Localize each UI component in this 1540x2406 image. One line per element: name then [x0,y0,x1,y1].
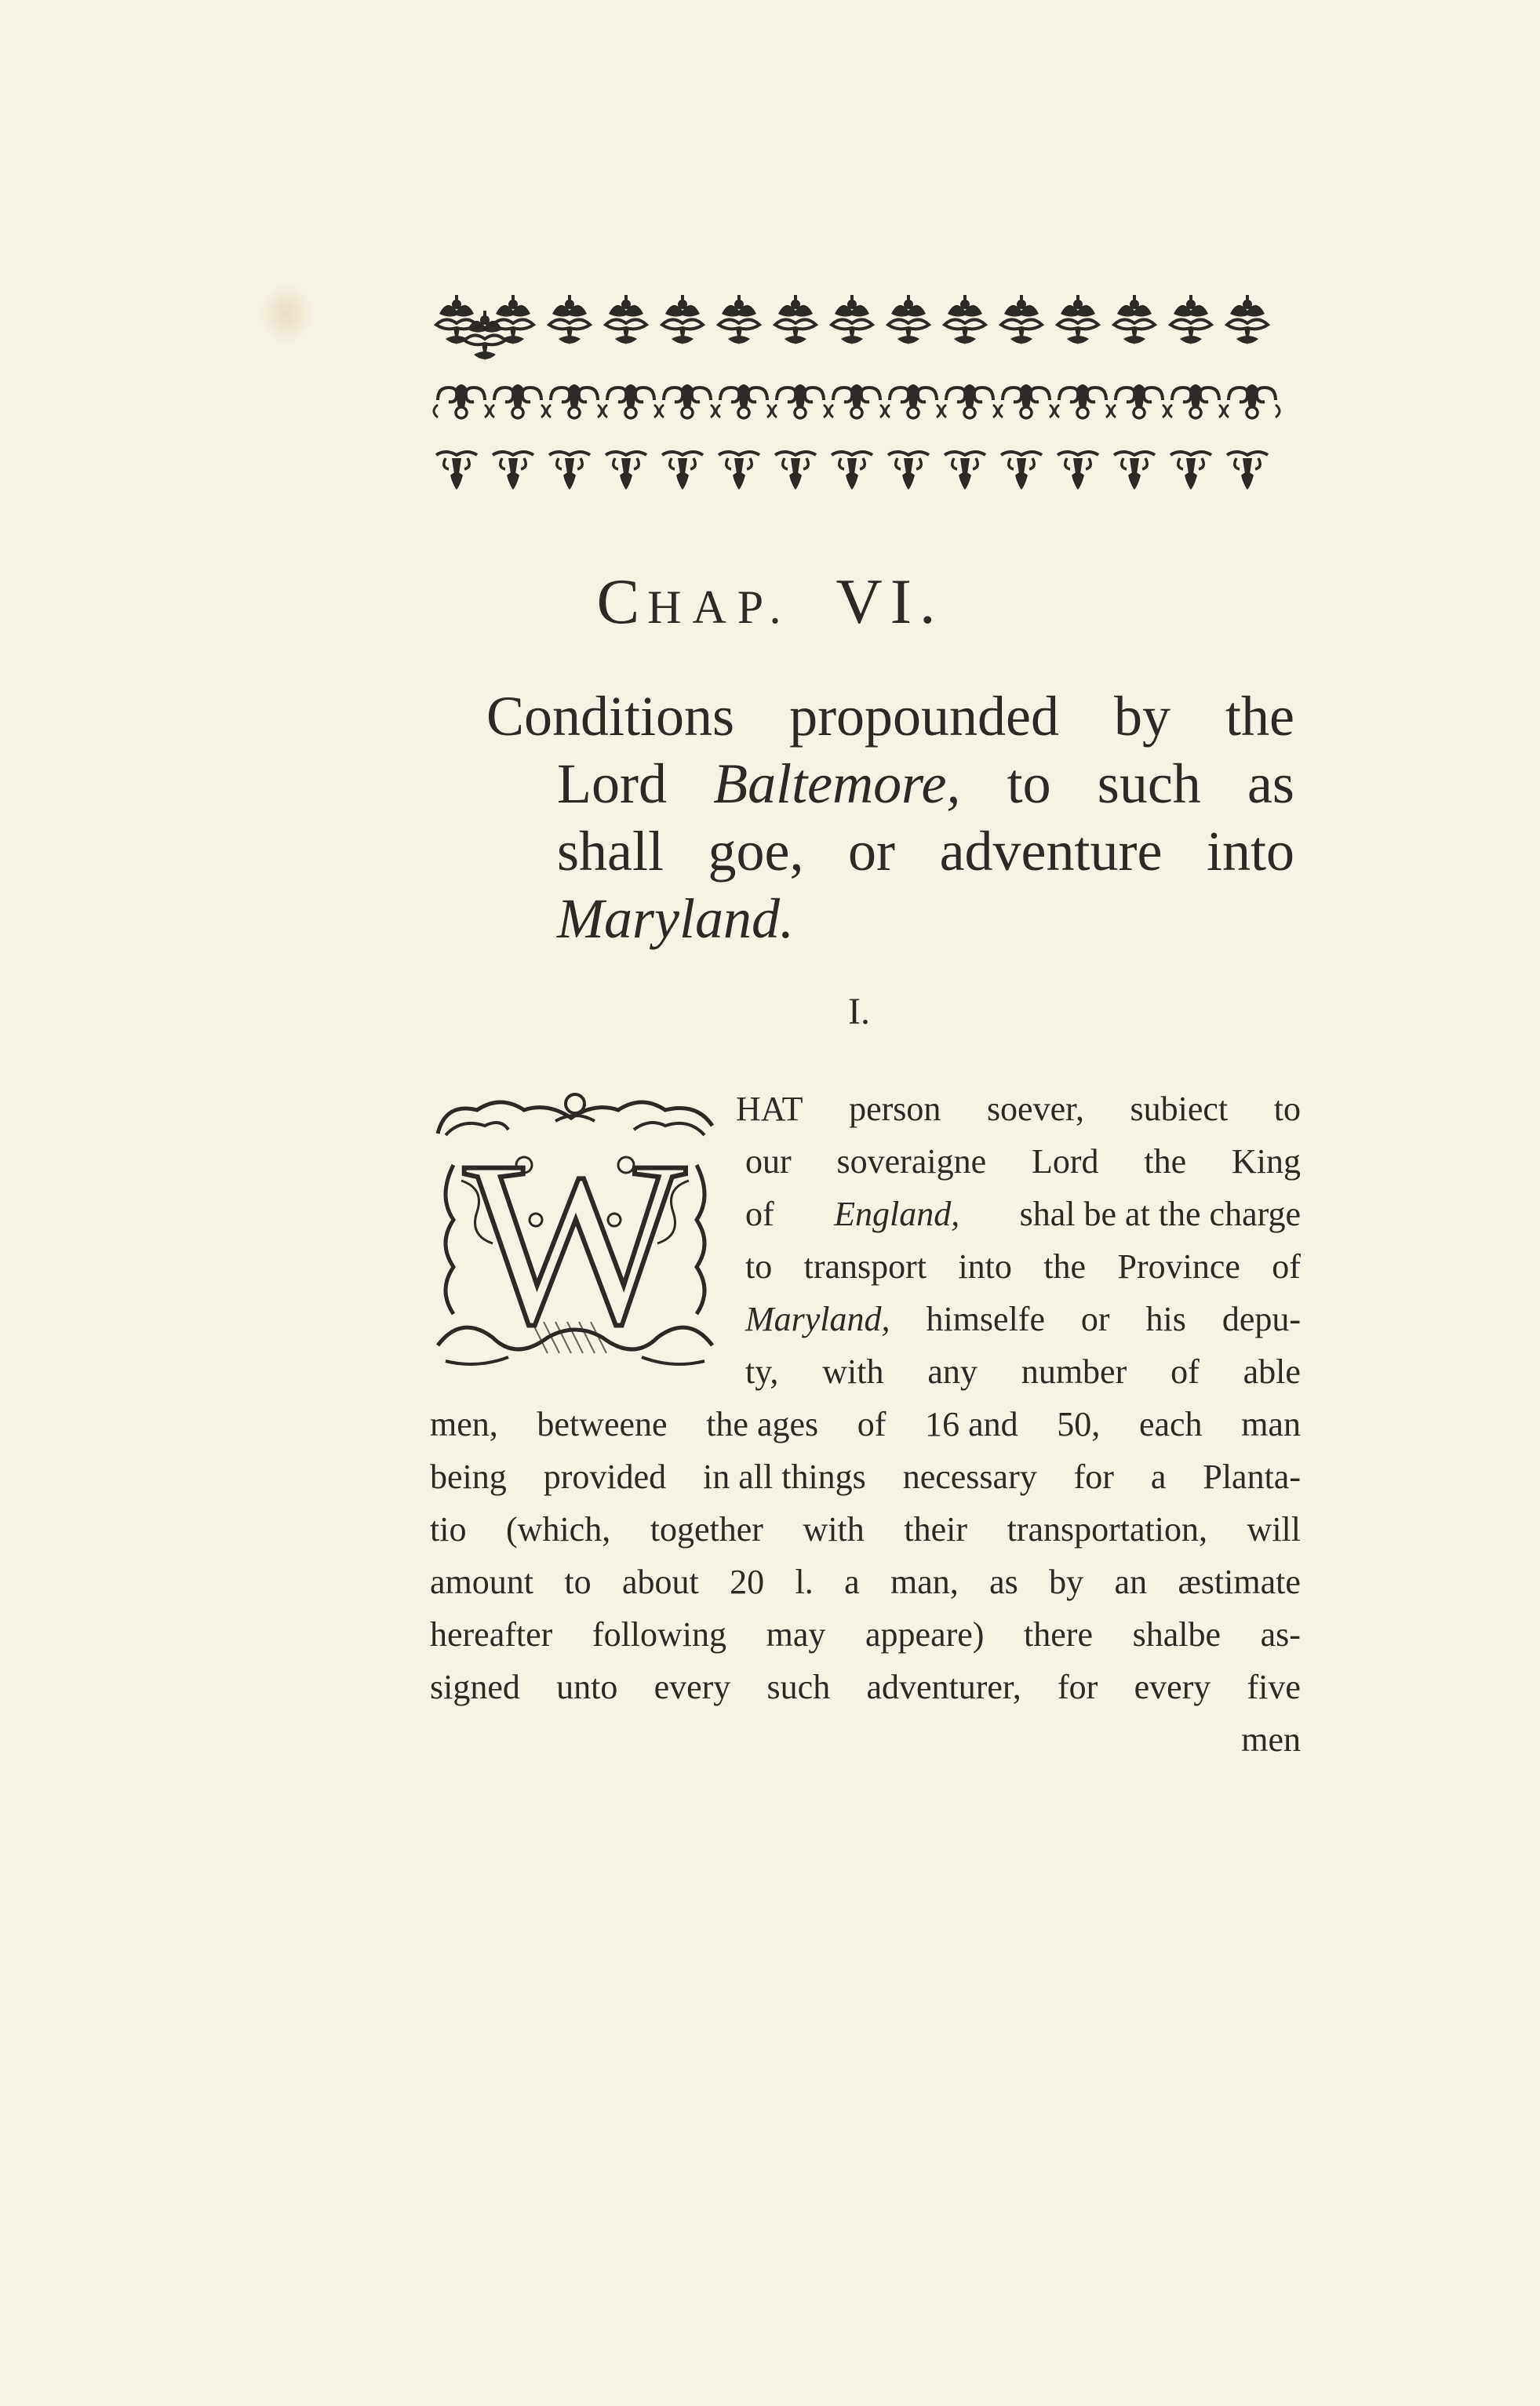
text-line [430,1614,1301,1654]
word: subiect [1130,1090,1229,1128]
word: an [1114,1563,1148,1601]
word: necessary [902,1458,1037,1496]
word: amount [430,1563,533,1601]
text-line [745,1299,1301,1339]
word: number [1021,1352,1127,1391]
word: adventurer, [866,1668,1021,1706]
word: shal be at the charge [1019,1195,1301,1233]
text-line [430,1404,1301,1444]
word: with [803,1510,865,1549]
word: person [849,1090,941,1128]
text-line [430,1667,1301,1707]
catchword: men [1241,1720,1301,1759]
word: following [592,1615,727,1654]
word: soveraigne [836,1142,987,1181]
word: 50, [1057,1405,1101,1443]
title-word: to [1007,752,1051,815]
word: signed [430,1668,520,1706]
word: 16 and [925,1405,1018,1443]
word: any [927,1352,978,1391]
word: or [1080,1300,1110,1338]
word: l. [795,1563,814,1601]
word: King [1231,1142,1301,1181]
word: each [1138,1405,1203,1443]
chapter-heading [0,565,1540,639]
word: of [745,1195,774,1233]
word: will [1247,1510,1301,1549]
word: unto [556,1668,618,1706]
word: soever, [986,1090,1085,1128]
word: a [1150,1458,1167,1496]
word: of [857,1405,887,1443]
word: in all things [703,1458,866,1496]
text-line [745,1194,1301,1234]
title-word: adventure [939,820,1163,883]
word: five [1247,1668,1301,1706]
word: ty, [745,1352,779,1391]
word: shalbe [1132,1615,1221,1654]
title-line [486,885,1294,952]
word: man [1241,1405,1301,1443]
word: of [1272,1247,1301,1286]
word: the [1144,1142,1187,1181]
word: Planta- [1203,1458,1301,1496]
word: to [745,1247,773,1286]
word: as [989,1563,1018,1601]
title-word: as [1247,752,1294,815]
decorated-initial-w [430,1087,720,1377]
word: of [1170,1352,1200,1391]
text-line [736,1089,1301,1129]
word: for [1058,1668,1098,1706]
word: hereafter [430,1615,553,1654]
text-line [745,1352,1301,1392]
word: the [1043,1247,1087,1286]
word-italic: Maryland, [745,1300,890,1338]
title-word: or [848,820,896,883]
text-line [745,1247,1301,1287]
word: into [958,1247,1012,1286]
word: our [745,1142,792,1181]
word: Province [1117,1247,1240,1286]
word: together [650,1510,763,1549]
word: about [621,1563,699,1601]
word: transport [803,1247,927,1286]
ornamental-headpiece [430,275,1289,502]
word: provided [543,1458,667,1496]
word: betweene [537,1405,668,1443]
word: 20 [730,1563,765,1601]
chapter-numeral: VI. [836,566,944,637]
word: to [1273,1090,1301,1128]
word: every [1134,1668,1211,1706]
paper-stain [259,282,314,345]
word: such [766,1668,831,1706]
word: man, [890,1563,959,1601]
word: men, [430,1405,498,1443]
word: transportation, [1007,1510,1207,1549]
chapter-title [486,682,1294,952]
title-line [486,750,1294,817]
word: appeare) [865,1615,985,1654]
text-line [430,1509,1301,1549]
word: Lord [1031,1142,1099,1181]
title-word: shall [557,820,664,883]
title-line [486,682,1294,750]
section-number: I. [848,991,870,1032]
word-italic: England, [834,1195,960,1233]
word: there [1024,1615,1093,1654]
word: every [653,1668,731,1706]
word: HAT [736,1090,803,1128]
text-line [430,1562,1301,1602]
title-word-italic: Baltemore, [713,752,961,815]
catchword-line [430,1720,1301,1760]
word: (which, [506,1510,611,1549]
word: the ages [706,1405,819,1443]
word: himselfe [926,1300,1045,1338]
title-word: such [1097,752,1201,815]
text-line [745,1141,1301,1181]
title-word: Conditions [486,685,735,748]
word: depu- [1221,1300,1301,1338]
word: to [564,1563,592,1601]
word: able [1243,1352,1301,1391]
title-word: into [1206,820,1294,883]
title-word: by [1114,685,1170,748]
chapter-word: HAP. [647,581,792,633]
word: may [766,1615,826,1654]
word: as- [1260,1615,1301,1654]
dropcap-letter: W [464,1112,686,1373]
title-word: the [1225,685,1294,748]
word: by [1049,1563,1084,1601]
title-word: Lord [557,752,667,815]
word: with [822,1352,884,1391]
word: æstimate [1178,1563,1301,1601]
word: being [430,1458,507,1496]
word: for [1073,1458,1114,1496]
title-word: propounded [789,685,1059,748]
word: his [1145,1300,1186,1338]
title-word: goe, [708,820,804,883]
chapter-initial: C [596,566,648,637]
title-line [486,817,1294,885]
word: a [844,1563,860,1601]
title-word-italic: Maryland. [557,887,794,950]
word: their [904,1510,967,1549]
text-line [430,1457,1301,1497]
word: tio [430,1510,467,1549]
